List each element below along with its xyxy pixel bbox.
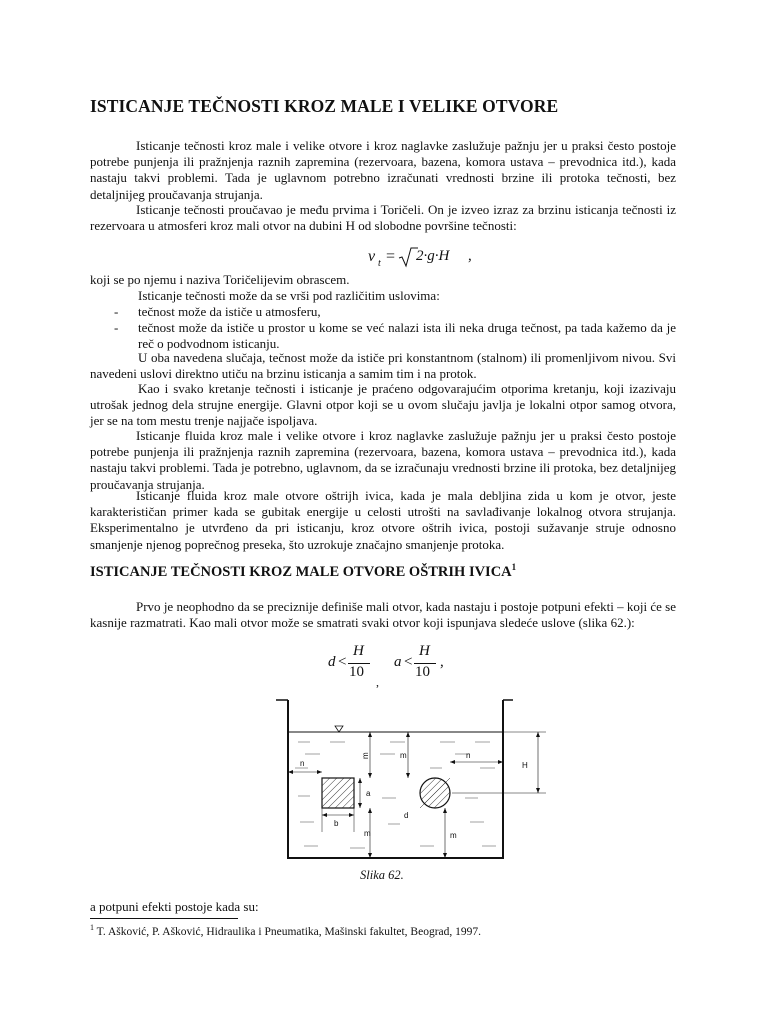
formula-velocity-subscript: t — [378, 258, 381, 269]
paragraph-7: Isticanje fluida kroz male i velike otvore i kroz naglavke zaslužuje pažnju jer u praksi često postoje potrebe punjenja ili pražnjenja raznih zapremina (rezervoara, bazena, komora ustava – prevodnica itd.), kada nastaju takvi problemi. Tada je potrebno, uglavnom, da se izračunaju vrednosti brzine ili protoka, bez detaljnijeg proučavanja strujanja. — [90, 428, 676, 492]
formula-radicand: 2·g·H — [416, 248, 450, 264]
label-n-right: n — [466, 751, 471, 760]
paragraph-2: Isticanje tečnosti proučavao je među prvima i Toričeli. On je izveo izraz za brzinu isticanja tečnosti iz rezervoara u atmosferi kroz mali otvor na dubini H od slobodne površine tečnosti: — [90, 202, 676, 234]
label-m-bottom-right: m — [450, 831, 457, 840]
label-H: H — [522, 761, 528, 770]
orifice-condition-formula — [328, 642, 468, 690]
footnote-divider — [90, 918, 238, 919]
label-m-top-right: m — [400, 751, 407, 760]
tank-orifice-figure — [270, 696, 560, 866]
footnote: $^1$ T. Ašković, P. Ašković, Hidraulika i Pneumatika, Mašinski fakultet, Beograd, 1997. — [90, 923, 482, 938]
square-root-sign — [398, 246, 418, 268]
formula-equals: = — [386, 248, 396, 265]
paragraph-10: a potpuni efekti postoje kada su: — [90, 899, 259, 914]
formula-velocity-symbol: v — [368, 248, 376, 265]
tank-wall — [288, 700, 503, 858]
formula-comma: , — [468, 248, 472, 264]
formula-denominator: 10 — [349, 664, 364, 680]
page-title: ISTICANJE TEČNOSTI KROZ MALE I VELIKE OTVORE — [90, 96, 559, 116]
torricelli-formula — [368, 244, 488, 270]
formula-numerator-H: H — [353, 643, 364, 659]
paragraph-9: Prvo je neophodno da se preciznije definiše mali otvor, kada nastaju i postoje potpuni efekti – koji će se kasnije razmatrati. Kao mali otvor može se smatrati svaki otvor koji ispunjava sledeće uslove (slika 62.): — [90, 599, 676, 631]
formula-less-than: < — [338, 654, 347, 670]
formula-numerator-H: H — [419, 643, 430, 659]
paragraph-8: Isticanje fluida kroz male otvore oštrijh ivica, kada je mala debljina zida u kom je otvor, jeste karakterističan primer kada se gubitak energije u celosti utrošti na savlađivanje lokalnog otvora strujanja. Eksperimentalno je utvrđeno da pri isticanju, kroz otvore oštrih ivica, postoji sužavanje struje odnosno smanjenje njenog poprečnog preseka, što uzrokuje značajno smanjenje protoka. — [90, 488, 676, 552]
formula-d: d — [328, 654, 336, 670]
water-level-marker-icon — [335, 726, 343, 732]
label-b: b — [334, 819, 339, 828]
paragraph-1: Isticanje tečnosti kroz male i velike otvore i kroz naglavke zaslužuje pažnju jer u praksi često postoje potrebe punjenja ili pražnjenja raznih zapremina (rezervoara, bazena, komora ustava – prevodnica itd.), kada nastaju takvi problemi. Tada je uglavnom potrebno izračunati vrednosti brzine ili protoka tečnosti, bez detaljnijeg proučavanja strujanja. — [90, 138, 676, 202]
list-item: - tečnost može da ističe u prostor u kome se već nalazi ista ili neka druga tečnost, pa tada kažemo da je reč o podvodnom isticanju. — [114, 320, 676, 352]
formula-separator: , — [376, 675, 379, 689]
label-m-bottom-left: m — [364, 829, 371, 838]
formula-denominator: 10 — [415, 664, 430, 680]
formula-a: a — [394, 654, 402, 670]
paragraph-6: Kao i svako kretanje tečnosti i isticanje je praćeno odgovarajućim otporima kretanju, koji izazivaju utrošak jednog dela strujne energije. Glavni otpor koji se u ovom slučaju javlja je lokalni otpor samog otvora, jer se na tom mestu trenje najjače ispoljava. — [90, 381, 676, 429]
formula-comma: , — [440, 654, 444, 670]
label-a: a — [366, 789, 371, 798]
list-item: - tečnost može da ističe u atmosferu, — [114, 304, 321, 319]
formula-less-than: < — [404, 654, 413, 670]
paragraph-5: U oba navedena slučaja, tečnost može da ističe pri konstantnom (stalnom) ili promenljivom nivou. Svi navedeni uslovi direktno utiču na brzinu isticanja a samim tim i na protok. — [90, 350, 676, 382]
paragraph-3: koji se po njemu i naziva Toričelijevim obrascem. — [90, 272, 350, 287]
label-d: d — [404, 811, 409, 820]
paragraph-4: Isticanje tečnosti može da se vrši pod različitim uslovima: — [138, 288, 440, 303]
figure-caption: Slika 62. — [360, 868, 404, 882]
square-orifice — [322, 778, 354, 808]
label-m-top-left: m — [361, 752, 370, 759]
section-subheading: ISTICANJE TEČNOSTI KROZ MALE OTVORE OŠTRIH IVICA$^1$ — [90, 562, 517, 580]
label-n-left: n — [300, 759, 305, 768]
